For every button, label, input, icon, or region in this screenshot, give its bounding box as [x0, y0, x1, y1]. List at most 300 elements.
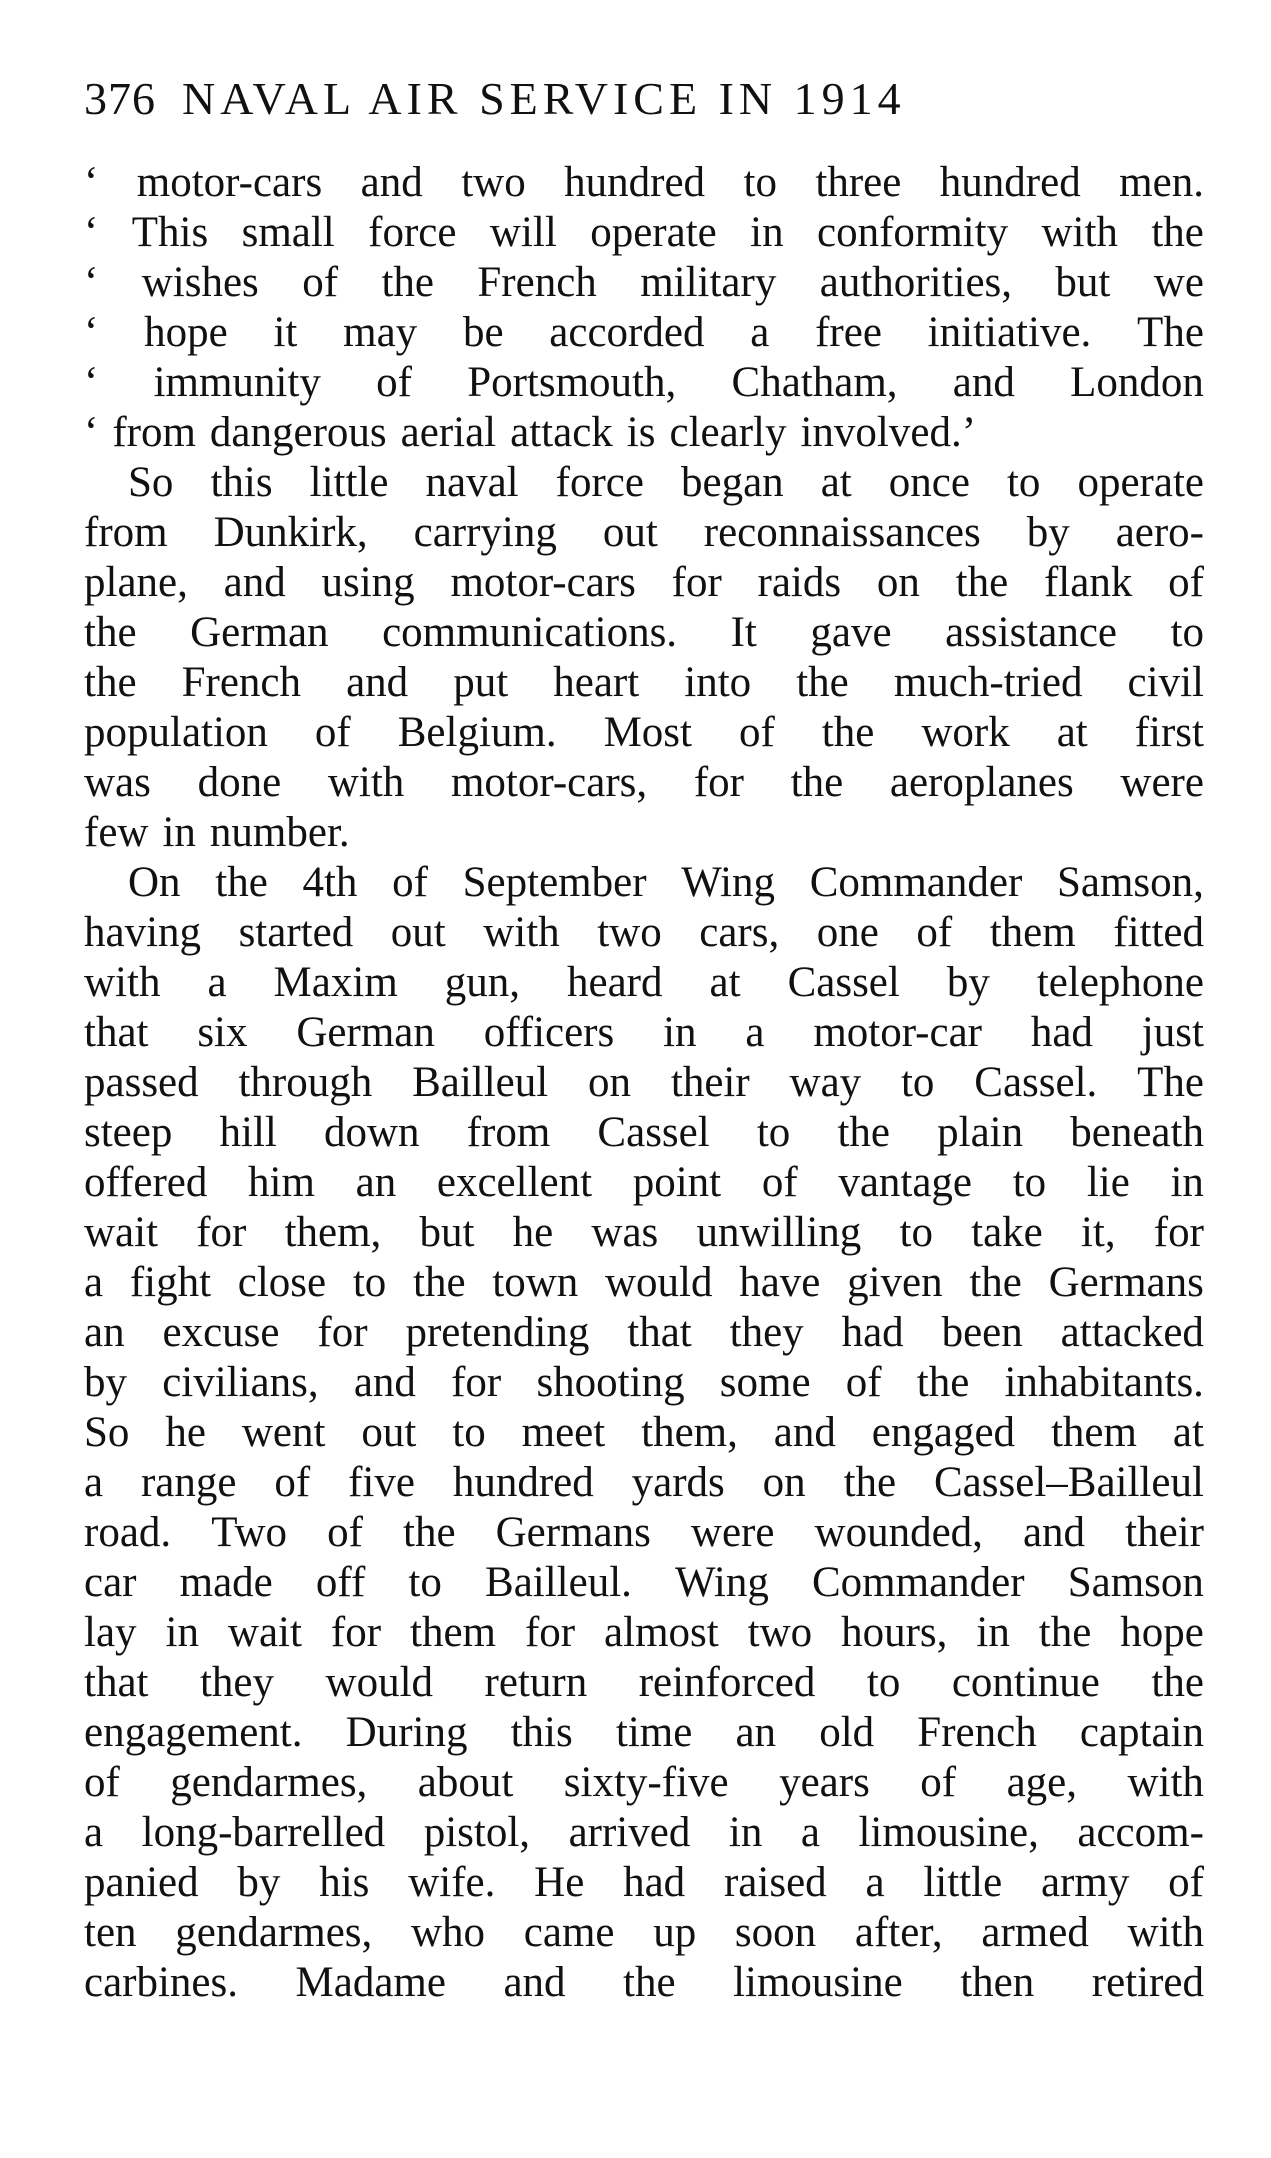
- word: free: [815, 309, 882, 356]
- word: a: [84, 1259, 104, 1306]
- word: from: [466, 1109, 551, 1156]
- word: out: [361, 1409, 417, 1456]
- word: a: [745, 1009, 765, 1056]
- word: attack: [510, 409, 613, 456]
- word: and: [773, 1409, 836, 1456]
- text-line: [84, 808, 1204, 858]
- word: a: [750, 309, 770, 356]
- word: military: [640, 259, 777, 306]
- word: then: [960, 1959, 1035, 2006]
- text-line: [84, 1958, 1204, 2008]
- word: for: [330, 1609, 382, 1656]
- word: for: [693, 759, 744, 806]
- text-line: [84, 958, 1204, 1008]
- word: that: [84, 1659, 149, 1706]
- word: of: [392, 859, 428, 906]
- word: gun,: [444, 959, 521, 1006]
- word: to: [743, 159, 777, 206]
- word: on: [588, 1059, 632, 1106]
- word: in: [663, 1009, 697, 1056]
- word: six: [197, 1009, 248, 1056]
- word: of: [314, 709, 351, 756]
- word: to: [899, 1209, 933, 1256]
- word: Cassel.: [974, 1059, 1098, 1106]
- word: ‘: [84, 409, 99, 456]
- word: range: [140, 1459, 237, 1506]
- word: engagement.: [84, 1709, 303, 1756]
- word: Two: [211, 1509, 288, 1556]
- word: carbines.: [84, 1959, 239, 2006]
- word: using: [321, 559, 415, 606]
- word: at: [1172, 1409, 1204, 1456]
- word: after,: [854, 1909, 943, 1956]
- word: During: [345, 1709, 468, 1756]
- word: we: [1153, 259, 1204, 306]
- word: a: [800, 1809, 820, 1856]
- word: Belgium.: [397, 709, 557, 756]
- word: The: [1137, 309, 1204, 356]
- word: an: [84, 1309, 125, 1356]
- word: by: [237, 1859, 281, 1906]
- word: will: [489, 209, 557, 256]
- word: gendarmes,: [170, 1759, 368, 1806]
- word: clearly: [669, 409, 787, 456]
- word: attacked: [1060, 1309, 1204, 1356]
- word: them: [989, 909, 1076, 956]
- word: to: [1170, 609, 1204, 656]
- word: raised: [723, 1859, 827, 1906]
- word: plain: [937, 1109, 1024, 1156]
- word: had: [1030, 1009, 1093, 1056]
- word: the: [403, 1509, 456, 1556]
- word: So: [84, 1409, 130, 1456]
- word: reconnaissances: [703, 509, 981, 556]
- word: So: [128, 459, 174, 506]
- word: excuse: [162, 1309, 280, 1356]
- word: Cassel: [787, 959, 900, 1006]
- word: and: [360, 159, 423, 206]
- word: were: [1120, 759, 1204, 806]
- word: motor-cars: [136, 159, 323, 206]
- word: men.: [1119, 159, 1204, 206]
- word: hundred: [939, 159, 1081, 206]
- word: and: [353, 1359, 416, 1406]
- word: with: [1127, 1909, 1204, 1956]
- word: at: [820, 459, 852, 506]
- text-line: [84, 1908, 1204, 1958]
- text-line: [84, 1358, 1204, 1408]
- word: heard: [567, 959, 663, 1006]
- word: was: [84, 759, 151, 806]
- word: two: [597, 909, 662, 956]
- word: carrying: [413, 509, 557, 556]
- word: beneath: [1070, 1109, 1204, 1156]
- word: of: [920, 1759, 957, 1806]
- word: way: [789, 1059, 862, 1106]
- word: first: [1134, 709, 1204, 756]
- word: yards: [631, 1459, 725, 1506]
- word: Bailleul: [412, 1059, 549, 1106]
- word: return: [484, 1659, 588, 1706]
- word: have: [739, 1259, 821, 1306]
- word: they: [729, 1309, 804, 1356]
- word: from: [112, 409, 196, 456]
- word: Cassel: [597, 1109, 710, 1156]
- word: population: [84, 709, 268, 756]
- word: for: [671, 559, 722, 606]
- word: the: [1151, 209, 1204, 256]
- word: civil: [1127, 659, 1204, 706]
- word: it: [273, 309, 298, 356]
- word: and: [1022, 1509, 1086, 1556]
- page-header: [84, 72, 906, 132]
- word: Maxim: [273, 959, 398, 1006]
- word: aeroplanes: [889, 759, 1074, 806]
- word: of: [1168, 1859, 1204, 1906]
- text-line: [84, 1108, 1204, 1158]
- word: excellent: [436, 1159, 593, 1206]
- word: them,: [284, 1209, 382, 1256]
- word: unwilling: [696, 1209, 862, 1256]
- word: years: [779, 1759, 870, 1806]
- word: hundred: [452, 1459, 594, 1506]
- word: flank: [1043, 559, 1133, 606]
- word: his: [319, 1859, 370, 1906]
- word: French: [477, 259, 597, 306]
- word: from: [84, 509, 168, 556]
- word: of: [84, 1759, 120, 1806]
- word: and: [503, 1959, 566, 2006]
- word: by: [946, 959, 990, 1006]
- word: lie: [1086, 1159, 1130, 1206]
- word: The: [1137, 1059, 1204, 1106]
- word: French: [181, 659, 302, 706]
- word: wait: [227, 1609, 302, 1656]
- word: continue: [951, 1659, 1100, 1706]
- word: shooting: [536, 1359, 685, 1406]
- text-line: [84, 408, 1204, 458]
- text-line: [84, 608, 1204, 658]
- word: the: [1038, 1609, 1092, 1656]
- word: long-barrelled: [141, 1809, 386, 1856]
- word: having: [84, 909, 202, 956]
- word: the: [84, 609, 137, 656]
- word: of: [376, 359, 412, 406]
- word: to: [1006, 459, 1041, 506]
- word: point: [632, 1159, 722, 1206]
- word: limousine: [733, 1959, 903, 2006]
- text-line: [84, 358, 1204, 408]
- word: passed: [84, 1059, 199, 1106]
- word: force: [368, 209, 457, 256]
- word: them: [1050, 1409, 1137, 1456]
- word: would: [604, 1259, 713, 1306]
- word: French: [917, 1709, 1037, 1756]
- text-line: [84, 1258, 1204, 1308]
- word: into: [684, 659, 752, 706]
- word: dangerous: [209, 409, 387, 456]
- word: of: [916, 909, 953, 956]
- word: operate: [590, 209, 717, 256]
- word: the: [84, 659, 137, 706]
- word: ‘: [84, 209, 99, 256]
- text-line: [84, 458, 1204, 508]
- word: Samson,: [1056, 859, 1204, 906]
- text-line: [84, 1208, 1204, 1258]
- word: ‘: [84, 309, 99, 356]
- word: given: [847, 1259, 943, 1306]
- word: Wing: [681, 859, 776, 906]
- word: the: [1151, 1659, 1204, 1706]
- word: began: [680, 459, 784, 506]
- text-line: [84, 1508, 1204, 1558]
- word: with: [327, 759, 405, 806]
- word: ‘: [84, 159, 99, 206]
- text-line: [84, 1858, 1204, 1908]
- word: pistol,: [423, 1809, 531, 1856]
- word: inhabitants.: [1004, 1359, 1204, 1406]
- text-line: [84, 1558, 1204, 1608]
- word: retired: [1091, 1959, 1204, 2006]
- text-line: [84, 508, 1204, 558]
- word: with: [84, 959, 161, 1006]
- word: some: [719, 1359, 811, 1406]
- word: put: [453, 659, 509, 706]
- word: German: [190, 609, 329, 656]
- word: soon: [734, 1909, 817, 1956]
- text-line: [84, 158, 1204, 208]
- word: vantage: [838, 1159, 973, 1206]
- word: they: [199, 1659, 275, 1706]
- text-line: [84, 1408, 1204, 1458]
- word: for: [524, 1609, 576, 1656]
- word: just: [1141, 1009, 1204, 1056]
- word: almost: [604, 1609, 719, 1656]
- word: to: [756, 1109, 791, 1156]
- word: ten: [84, 1909, 137, 1956]
- word: a: [84, 1459, 104, 1506]
- word: cars,: [699, 909, 780, 956]
- word: Commander: [809, 859, 1023, 906]
- text-line: [84, 1058, 1204, 1108]
- word: London: [1070, 359, 1204, 406]
- word: On: [128, 859, 181, 906]
- word: force: [555, 459, 644, 506]
- word: two: [747, 1609, 813, 1656]
- word: heart: [553, 659, 640, 706]
- word: about: [417, 1759, 514, 1806]
- word: on: [762, 1459, 806, 1506]
- word: one: [816, 909, 879, 956]
- body-text: [84, 158, 1204, 2008]
- word: with: [1127, 1759, 1204, 1806]
- word: would: [325, 1659, 434, 1706]
- text-line: [84, 708, 1204, 758]
- word: small: [241, 209, 335, 256]
- word: of: [845, 1359, 882, 1406]
- word: assistance: [945, 609, 1117, 656]
- word: five: [348, 1459, 415, 1506]
- text-line: [84, 658, 1204, 708]
- word: close: [237, 1259, 327, 1306]
- word: who: [411, 1909, 486, 1956]
- word: Bailleul.: [485, 1559, 632, 1606]
- text-line: [84, 1708, 1204, 1758]
- word: reinforced: [638, 1659, 816, 1706]
- word: meet: [521, 1409, 606, 1456]
- word: the: [969, 1259, 1022, 1306]
- text-line: [84, 308, 1204, 358]
- text-line: [84, 1808, 1204, 1858]
- word: to: [900, 1059, 935, 1106]
- word: September: [462, 859, 647, 906]
- word: accorded: [549, 309, 705, 356]
- word: It: [730, 609, 757, 656]
- word: started: [238, 909, 354, 956]
- word: and: [952, 359, 1015, 406]
- word: out: [602, 509, 658, 556]
- word: ‘: [84, 359, 99, 406]
- word: time: [615, 1709, 693, 1756]
- word: an: [735, 1709, 777, 1756]
- text-line: [84, 1308, 1204, 1358]
- word: in: [165, 1609, 199, 1656]
- word: in: [750, 209, 784, 256]
- word: sixty-five: [563, 1759, 729, 1806]
- word: take: [971, 1209, 1043, 1256]
- word: He: [534, 1859, 585, 1906]
- page-number: 376: [84, 73, 156, 124]
- word: came: [523, 1909, 615, 1956]
- word: with: [1041, 209, 1118, 256]
- word: 4th: [302, 859, 358, 906]
- word: is: [626, 409, 656, 456]
- word: gendarmes,: [175, 1909, 373, 1956]
- word: off: [315, 1559, 366, 1606]
- word: the: [821, 709, 875, 756]
- word: little: [309, 459, 389, 506]
- word: of: [274, 1459, 311, 1506]
- word: them: [410, 1609, 496, 1656]
- word: lay: [84, 1609, 137, 1656]
- word: Madame: [295, 1959, 446, 2006]
- word: to: [452, 1409, 486, 1456]
- word: Dunkirk,: [213, 509, 368, 556]
- word: the: [837, 1109, 890, 1156]
- word: up: [653, 1909, 697, 1956]
- word: of: [302, 259, 339, 306]
- word: Germans: [495, 1509, 651, 1556]
- word: town: [492, 1259, 579, 1306]
- text-line: [84, 858, 1204, 908]
- word: him: [248, 1159, 315, 1206]
- word: armed: [981, 1909, 1089, 1956]
- word: old: [819, 1709, 875, 1756]
- text-line: [84, 1158, 1204, 1208]
- word: few: [84, 809, 149, 856]
- word: their: [1125, 1509, 1204, 1556]
- word: much-tried: [893, 659, 1083, 706]
- word: captain: [1079, 1709, 1204, 1756]
- word: that: [627, 1309, 692, 1356]
- word: once: [888, 459, 970, 506]
- word: offered: [84, 1159, 208, 1206]
- text-line: [84, 908, 1204, 958]
- word: the: [623, 1959, 676, 2006]
- word: two: [461, 159, 526, 206]
- word: involved.’: [800, 409, 977, 456]
- word: Germans: [1048, 1259, 1204, 1306]
- word: Chatham,: [731, 359, 898, 406]
- word: army: [1040, 1859, 1130, 1906]
- word: operate: [1077, 459, 1204, 506]
- word: down: [323, 1109, 420, 1156]
- word: he: [512, 1209, 554, 1256]
- word: conformity: [817, 209, 1009, 256]
- word: of: [738, 709, 775, 756]
- word: arrived: [568, 1809, 691, 1856]
- word: authorities,: [819, 259, 1013, 306]
- text-line: [84, 1758, 1204, 1808]
- text-line: [84, 1658, 1204, 1708]
- word: had: [623, 1859, 686, 1906]
- word: it,: [1080, 1209, 1116, 1256]
- word: wounded,: [814, 1509, 983, 1556]
- word: and: [223, 559, 286, 606]
- word: that: [84, 1009, 149, 1056]
- word: in: [1170, 1159, 1204, 1206]
- word: of: [327, 1509, 363, 1556]
- word: their: [670, 1059, 750, 1106]
- word: initiative.: [927, 309, 1092, 356]
- word: was: [591, 1209, 659, 1256]
- word: wait: [84, 1209, 159, 1256]
- word: a: [865, 1859, 885, 1906]
- word: motor-cars: [450, 559, 636, 606]
- word: the: [790, 759, 844, 806]
- word: in: [162, 809, 196, 856]
- word: wishes: [141, 259, 259, 306]
- word: officers: [483, 1009, 615, 1056]
- word: wife.: [408, 1859, 496, 1906]
- word: Portsmouth,: [467, 359, 677, 406]
- word: went: [241, 1409, 326, 1456]
- word: civilians,: [162, 1359, 319, 1406]
- text-line: [84, 208, 1204, 258]
- word: through: [238, 1059, 373, 1106]
- text-line: [84, 1008, 1204, 1058]
- word: naval: [425, 459, 519, 506]
- word: hours,: [841, 1609, 948, 1656]
- word: telephone: [1036, 959, 1204, 1006]
- word: raids: [757, 559, 842, 606]
- word: may: [343, 309, 418, 356]
- word: this: [510, 1709, 573, 1756]
- word: of: [761, 1159, 798, 1206]
- word: out: [390, 909, 446, 956]
- word: gave: [810, 609, 892, 656]
- word: communications.: [382, 609, 678, 656]
- word: Cassel–Bailleul: [934, 1459, 1204, 1506]
- word: the: [916, 1359, 970, 1406]
- word: hill: [219, 1109, 277, 1156]
- word: ‘: [84, 259, 99, 306]
- word: the: [843, 1459, 897, 1506]
- word: been: [941, 1309, 1023, 1356]
- word: done: [197, 759, 282, 806]
- word: to: [352, 1259, 387, 1306]
- word: the: [955, 559, 1009, 606]
